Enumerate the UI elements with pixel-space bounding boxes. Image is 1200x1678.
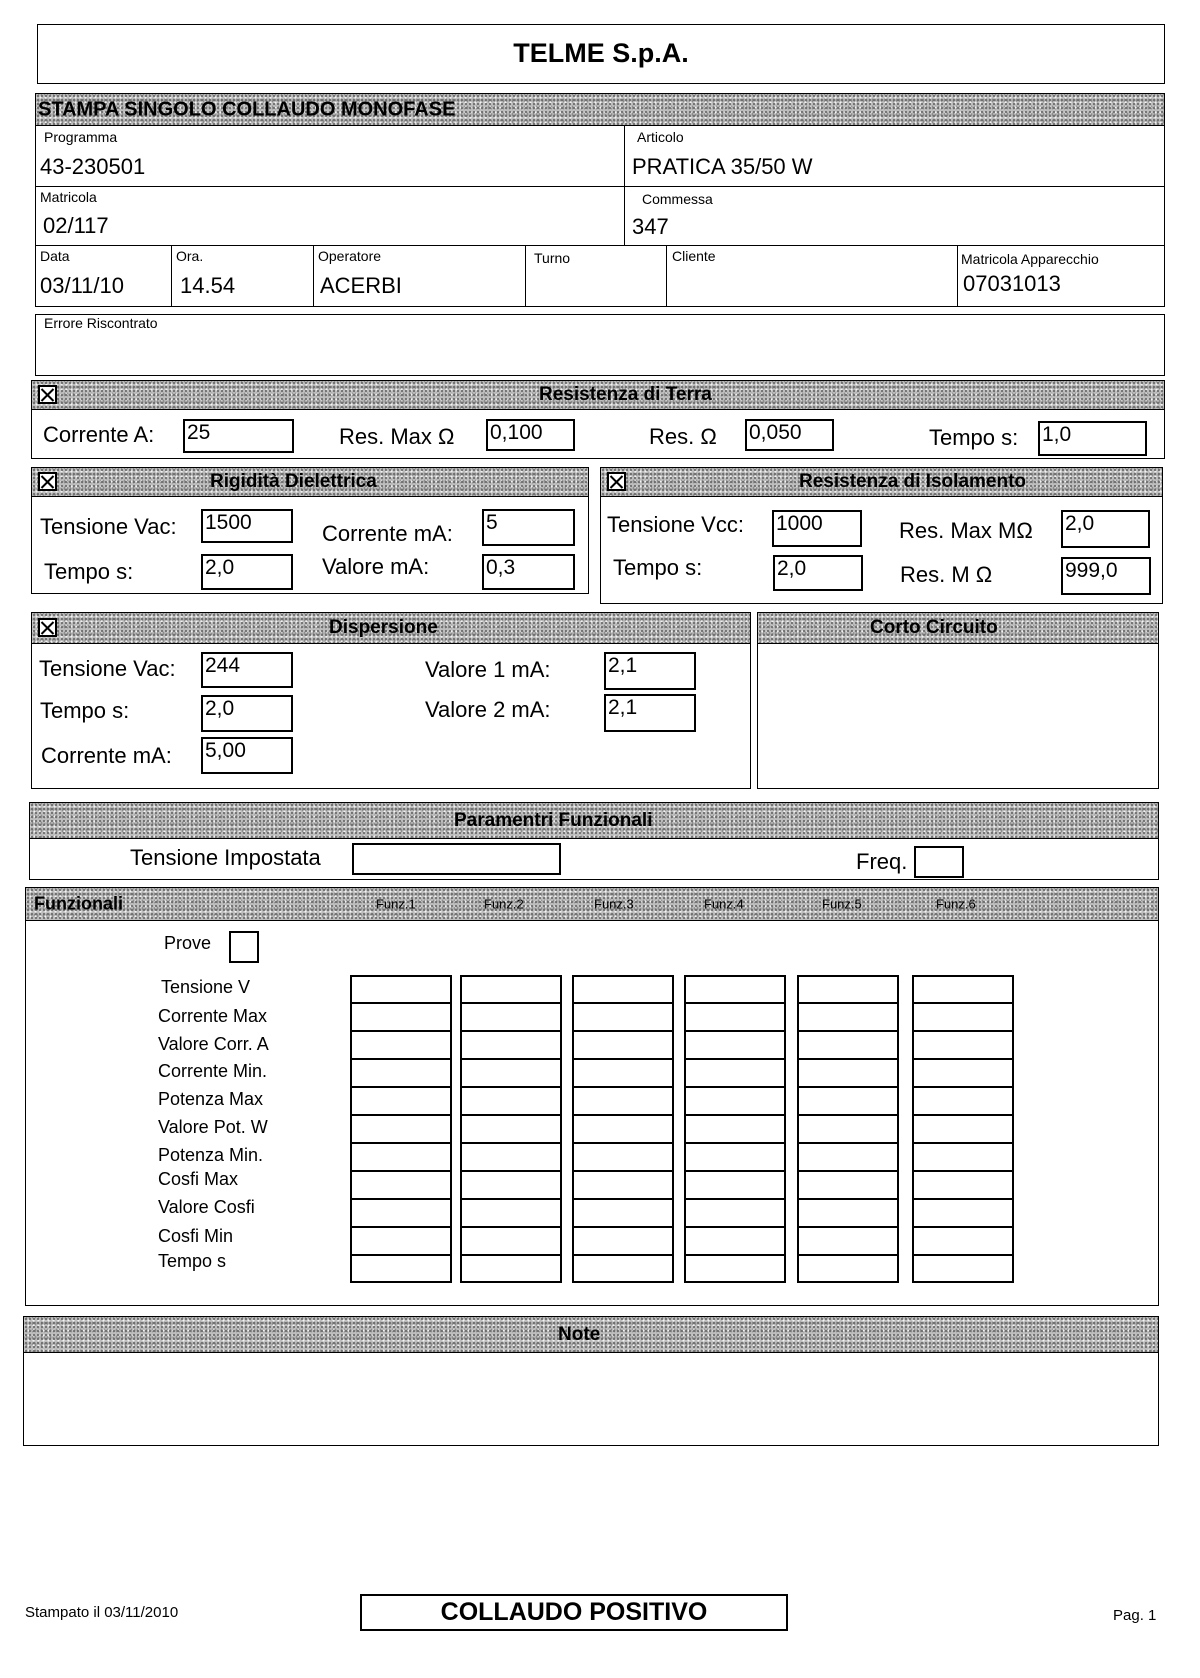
isolamento-tempo-field[interactable]: 2,0 (773, 555, 863, 591)
prove-label: Prove (164, 933, 212, 953)
funz-column-2: Funz.2 (484, 896, 524, 912)
funz-column-1: Funz.1 (376, 896, 416, 912)
funz-row-label: Tensione V (161, 977, 251, 997)
funz-value-cell[interactable] (350, 975, 452, 1003)
articolo-value: PRATICA 35/50 W (632, 154, 813, 179)
ora-value: 14.54 (180, 273, 236, 298)
funz-value-cell[interactable] (572, 1255, 674, 1283)
funz-value-cell[interactable] (797, 1031, 899, 1059)
terra-res-field[interactable]: 0,050 (745, 419, 834, 451)
result-text: COLLAUDO POSITIVO (440, 1598, 708, 1626)
funz-value-cell[interactable] (460, 1003, 562, 1031)
funz-value-cell[interactable] (684, 1003, 786, 1031)
rigidita-corrente-label: Corrente mA: (322, 521, 453, 546)
terra-res-label: Res. Ω (649, 424, 717, 449)
rigidita-valore-field[interactable]: 0,3 (482, 554, 575, 590)
funz-column-5: Funz.5 (822, 896, 862, 912)
isolamento-res-field[interactable]: 999,0 (1061, 557, 1151, 595)
parametri-title: Paramentri Funzionali (454, 809, 653, 831)
funz-value-cell[interactable] (350, 1255, 452, 1283)
parametri-header (29, 802, 1159, 839)
note-body (23, 1352, 1159, 1446)
funz-value-cell[interactable] (572, 1227, 674, 1255)
funz-value-cell[interactable] (460, 975, 562, 1003)
matricola-apparecchio-value: 07031013 (963, 271, 1061, 296)
dispersione-valore2-label: Valore 2 mA: (425, 697, 551, 722)
data-label: Data (40, 248, 70, 264)
funz-value-cell[interactable] (912, 1199, 1014, 1227)
funz-value-cell[interactable] (350, 1059, 452, 1087)
operatore-value: ACERBI (320, 273, 402, 298)
dispersione-corrente-label: Corrente mA: (41, 743, 172, 768)
tensione-impostata-field[interactable] (352, 843, 561, 875)
funz-value-cell[interactable] (350, 1171, 452, 1199)
isolamento-resmax-label: Res. Max MΩ (899, 518, 1033, 543)
rigidita-tensione-label: Tensione Vac: (40, 514, 177, 539)
funzionali-header (25, 887, 1159, 921)
company-name: TELME S.p.A. (513, 38, 689, 68)
isolamento-tempo-label: Tempo s: (613, 555, 703, 580)
funz-value-cell[interactable] (572, 1003, 674, 1031)
freq-field[interactable] (914, 846, 964, 878)
funz-value-cell[interactable] (572, 1087, 674, 1115)
funz-value-cell[interactable] (572, 1143, 674, 1171)
funz-value-cell[interactable] (797, 1003, 899, 1031)
funz-value-cell[interactable] (572, 1171, 674, 1199)
funz-value-cell[interactable] (684, 1115, 786, 1143)
funz-value-cell[interactable] (797, 1227, 899, 1255)
dispersione-valore1-field[interactable]: 2,1 (604, 652, 696, 690)
matricola-apparecchio-cell (957, 245, 1165, 307)
funz-value-cell[interactable] (912, 1087, 1014, 1115)
funz-value-cell[interactable] (912, 1115, 1014, 1143)
funz-value-cell[interactable] (460, 1143, 562, 1171)
funz-value-cell[interactable] (912, 1003, 1014, 1031)
rigidita-checked-checkbox[interactable] (38, 472, 57, 491)
funz-value-cell[interactable] (572, 1059, 674, 1087)
dispersione-valore2-field[interactable]: 2,1 (604, 694, 696, 732)
cliente-label: Cliente (672, 248, 716, 264)
dispersione-tempo-field[interactable]: 2,0 (201, 695, 293, 732)
matricola-value: 02/117 (43, 213, 109, 238)
articolo-label: Articolo (637, 129, 684, 145)
funz-value-cell[interactable] (460, 1255, 562, 1283)
terra-resmax-label: Res. Max Ω (339, 424, 455, 449)
dispersione-header (31, 612, 751, 644)
funz-value-cell[interactable] (460, 1227, 562, 1255)
rigidita-tempo-label: Tempo s: (44, 559, 134, 584)
note-header (23, 1316, 1159, 1353)
funz-value-cell[interactable] (912, 1255, 1014, 1283)
funz-row-label: Cosfi Max (158, 1169, 239, 1189)
funz-value-cell[interactable] (912, 1143, 1014, 1171)
isolamento-header (600, 467, 1163, 497)
funz-value-cell[interactable] (797, 1255, 899, 1283)
page-number: Pag. 1 (1113, 1607, 1157, 1624)
dispersione-valore1-label: Valore 1 mA: (425, 657, 551, 682)
funz-value-cell[interactable] (912, 975, 1014, 1003)
corto-title: Corto Circuito (870, 617, 998, 638)
terra-checked-checkbox[interactable] (38, 385, 57, 404)
funz4-grid (684, 975, 786, 1283)
rigidita-tempo-field[interactable]: 2,0 (201, 554, 293, 590)
funz2-grid (460, 975, 562, 1283)
rigidita-title: Rigidità Dielettrica (210, 471, 377, 492)
commessa-cell (624, 186, 1165, 246)
funz-value-cell[interactable] (684, 1171, 786, 1199)
dispersione-title: Dispersione (329, 617, 438, 638)
funz-value-cell[interactable] (684, 975, 786, 1003)
funzionali-title: Funzionali (34, 893, 123, 914)
funz-row-label: Corrente Max (158, 1006, 268, 1026)
funz-row-label: Valore Pot. W (158, 1117, 268, 1137)
funz1-grid (350, 975, 452, 1283)
ora-cell (171, 245, 314, 307)
funz-value-cell[interactable] (350, 1003, 452, 1031)
funz-value-cell[interactable] (684, 1031, 786, 1059)
matricola-label: Matricola (40, 189, 97, 205)
funz-value-cell[interactable] (460, 1171, 562, 1199)
funz-value-cell[interactable] (797, 1171, 899, 1199)
isolamento-tensione-label: Tensione Vcc: (607, 512, 744, 537)
programma-value: 43-230501 (40, 154, 146, 179)
funz-value-cell[interactable] (684, 1255, 786, 1283)
note-title: Note (558, 1323, 601, 1345)
turno-cell (525, 245, 667, 307)
commessa-label: Commessa (642, 191, 713, 207)
funz-row-label: Valore Corr. A (158, 1034, 269, 1054)
operatore-label: Operatore (318, 248, 382, 264)
isolamento-body (600, 496, 1163, 604)
matricola-apparecchio-label: Matricola Apparecchio (961, 251, 1099, 267)
funz-value-cell[interactable] (572, 1199, 674, 1227)
terra-body (31, 409, 1165, 459)
isolamento-title: Resistenza di Isolamento (799, 471, 1027, 492)
rigidita-body (31, 496, 589, 594)
tensione-impostata-label: Tensione Impostata (130, 845, 321, 870)
cliente-cell (666, 245, 958, 307)
funz-value-cell[interactable] (797, 1059, 899, 1087)
funz-value-cell[interactable] (797, 1199, 899, 1227)
corto-header (757, 612, 1159, 644)
funz-value-cell[interactable] (912, 1059, 1014, 1087)
dispersione-tempo-label: Tempo s: (40, 698, 130, 723)
programma-cell (35, 125, 625, 187)
prove-field[interactable] (229, 931, 259, 963)
data-value: 03/11/10 (40, 273, 125, 298)
dispersione-corrente-field[interactable]: 5,00 (201, 737, 293, 774)
commessa-value: 347 (632, 214, 669, 239)
funz-value-cell[interactable] (350, 1227, 452, 1255)
programma-label: Programma (44, 129, 118, 145)
funz-value-cell[interactable] (684, 1227, 786, 1255)
operatore-cell (313, 245, 526, 307)
articolo-cell (624, 125, 1165, 187)
funz-value-cell[interactable] (797, 1115, 899, 1143)
funz-value-cell[interactable] (572, 975, 674, 1003)
funz-row-label: Valore Cosfi (158, 1197, 255, 1217)
funz3-grid (572, 975, 674, 1283)
funz-value-cell[interactable] (350, 1087, 452, 1115)
errore-label: Errore Riscontrato (44, 315, 158, 331)
isolamento-checked-checkbox[interactable] (607, 472, 626, 491)
turno-label: Turno (534, 250, 571, 266)
funz-column-3: Funz.3 (594, 896, 634, 912)
funz-value-cell[interactable] (797, 1143, 899, 1171)
isolamento-res-label: Res. M Ω (900, 562, 993, 587)
funz-value-cell[interactable] (684, 1199, 786, 1227)
errore-cell (35, 314, 1165, 376)
freq-label: Freq. (856, 849, 908, 874)
funz-column-6: Funz.6 (936, 896, 976, 912)
funz-row-label: Cosfi Min (158, 1226, 234, 1246)
funz-row-label: Potenza Min. (158, 1145, 264, 1165)
funz5-grid (797, 975, 899, 1283)
terra-resmax-field[interactable]: 0,100 (486, 419, 575, 451)
funz-value-cell[interactable] (460, 1087, 562, 1115)
rigidita-valore-label: Valore mA: (322, 554, 430, 579)
rigidita-header (31, 467, 589, 497)
funz-row-label: Potenza Max (158, 1089, 264, 1109)
funz-value-cell[interactable] (350, 1143, 452, 1171)
company-header (37, 24, 1165, 84)
corto-body (757, 643, 1159, 789)
matricola-cell (35, 186, 625, 246)
funz-row-label: Tempo s (158, 1251, 227, 1271)
dispersione-tensione-field[interactable]: 244 (201, 652, 293, 688)
terra-corrente-label: Corrente A: (43, 422, 155, 447)
funz-value-cell[interactable] (350, 1115, 452, 1143)
funz-value-cell[interactable] (572, 1115, 674, 1143)
funz-value-cell[interactable] (460, 1031, 562, 1059)
ora-label: Ora. (176, 248, 204, 264)
dispersione-tensione-label: Tensione Vac: (39, 656, 176, 681)
funz-row-label: Corrente Min. (158, 1061, 268, 1081)
funz-value-cell[interactable] (797, 975, 899, 1003)
funz-value-cell[interactable] (460, 1059, 562, 1087)
funz-value-cell[interactable] (350, 1199, 452, 1227)
report-title: STAMPA SINGOLO COLLAUDO MONOFASE (38, 98, 456, 120)
terra-header (31, 380, 1165, 410)
funz-value-cell[interactable] (912, 1031, 1014, 1059)
funz-column-4: Funz.4 (704, 896, 744, 912)
report-title-bar (35, 93, 1165, 126)
funz-value-cell[interactable] (684, 1059, 786, 1087)
terra-title: Resistenza di Terra (539, 384, 712, 405)
funz-value-cell[interactable] (460, 1115, 562, 1143)
isolamento-tensione-field[interactable]: 1000 (772, 510, 862, 547)
funz-value-cell[interactable] (684, 1143, 786, 1171)
funz-value-cell[interactable] (572, 1031, 674, 1059)
rigidita-corrente-field[interactable]: 5 (482, 509, 575, 546)
dispersione-checked-checkbox[interactable] (38, 618, 57, 637)
isolamento-resmax-field[interactable]: 2,0 (1061, 510, 1150, 548)
data-cell (35, 245, 172, 307)
funz-value-cell[interactable] (797, 1087, 899, 1115)
funz6-grid (912, 975, 1014, 1283)
terra-corrente-field[interactable]: 25 (183, 419, 294, 453)
rigidita-tensione-field[interactable]: 1500 (201, 509, 293, 543)
funz-value-cell[interactable] (460, 1199, 562, 1227)
dispersione-body (31, 643, 751, 789)
funz-value-cell[interactable] (684, 1087, 786, 1115)
funz-value-cell[interactable] (350, 1031, 452, 1059)
stampato-text: Stampato il 03/11/2010 (25, 1604, 179, 1621)
terra-tempo-field[interactable]: 1,0 (1038, 421, 1147, 456)
terra-tempo-label: Tempo s: (929, 425, 1019, 450)
result-box (360, 1594, 788, 1631)
funz-value-cell[interactable] (912, 1227, 1014, 1255)
funz-value-cell[interactable] (912, 1171, 1014, 1199)
parametri-body (29, 838, 1159, 880)
